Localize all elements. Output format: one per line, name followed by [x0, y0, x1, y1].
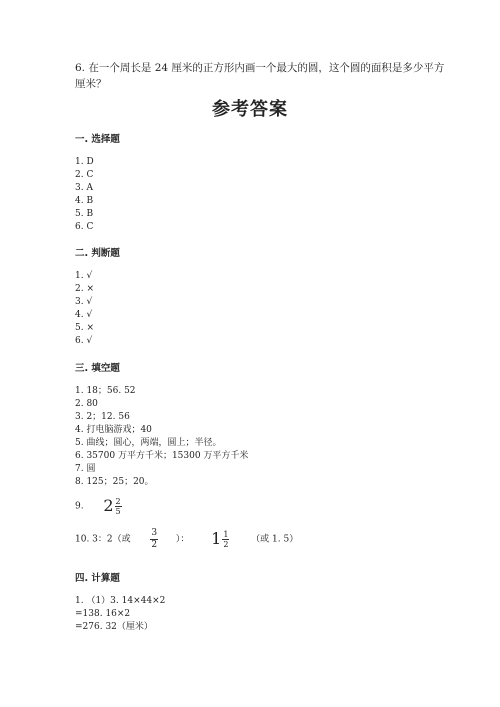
item-10-denominator: 2: [151, 539, 158, 550]
list-item: 7. 圆: [75, 464, 96, 474]
list-item: 5. 曲线；圆心，两端，圆上；半径。: [75, 438, 222, 448]
question-6-line2: 厘米？: [75, 78, 107, 90]
list-item: 2. 80: [75, 399, 98, 409]
calc-line: =138. 16×2: [75, 609, 131, 619]
section-calc-heading: 四. 计算题: [75, 573, 120, 584]
list-item: 1. √: [75, 271, 93, 281]
list-item: 2. ×: [75, 284, 94, 294]
section-judge-heading: 二. 判断题: [75, 248, 120, 259]
item-10-mixed-whole: 1: [211, 529, 222, 548]
item-10-suffix: （或 1. 5）: [251, 534, 299, 545]
item-9-label: 9.: [75, 501, 84, 512]
list-item: 4. √: [75, 310, 93, 320]
item-10-numerator: 3: [151, 527, 158, 538]
list-item: 1. 18；56. 52: [75, 386, 136, 396]
item-10-mixed-fraction: [222, 530, 229, 549]
list-item: 6. √: [75, 336, 93, 346]
list-item: 3. 2；12. 56: [75, 412, 130, 422]
item-10-fraction: [150, 528, 158, 551]
calc-line: 1. （1）3. 14×44×2: [75, 596, 166, 606]
section-fill-heading: 三. 填空题: [75, 363, 120, 374]
section-choice-heading: 一. 选择题: [75, 134, 120, 145]
item-10-separator: ）：: [175, 534, 190, 545]
list-item: 8. 125；25；20。: [75, 477, 154, 487]
item-9-fraction: [115, 497, 122, 516]
list-item: 6. C: [75, 222, 94, 232]
item-9-whole: 2: [103, 496, 114, 515]
list-item: 1. D: [75, 157, 94, 167]
list-item: 2. C: [75, 170, 94, 180]
item-9-numerator: 2: [115, 496, 121, 506]
item-10-mixed-denominator: 2: [223, 539, 229, 549]
list-item: 4. B: [75, 196, 94, 206]
item-9-denominator: 5: [115, 506, 121, 516]
question-6-line1: 6. 在一个周长是 24 厘米的正方形内画一个最大的圆，这个圆的面积是多少平方: [75, 62, 445, 74]
list-item: 6. 35700 万平方千米；15300 万平方千米: [75, 451, 249, 461]
fill-item-10: [75, 526, 298, 553]
list-item: 5. ×: [75, 323, 94, 333]
calc-line: =276. 32（厘米）: [75, 622, 153, 632]
list-item: 3. A: [75, 183, 93, 193]
item-10-prefix: 10. 3：2（或: [75, 534, 131, 545]
item-10-mixed-numerator: 1: [223, 529, 229, 539]
answer-title: 参考答案: [212, 99, 288, 120]
list-item: 5. B: [75, 209, 94, 219]
list-item: 4. 打电脑游戏；40: [75, 425, 152, 435]
fill-item-9: [75, 494, 122, 519]
list-item: 3. √: [75, 297, 93, 307]
